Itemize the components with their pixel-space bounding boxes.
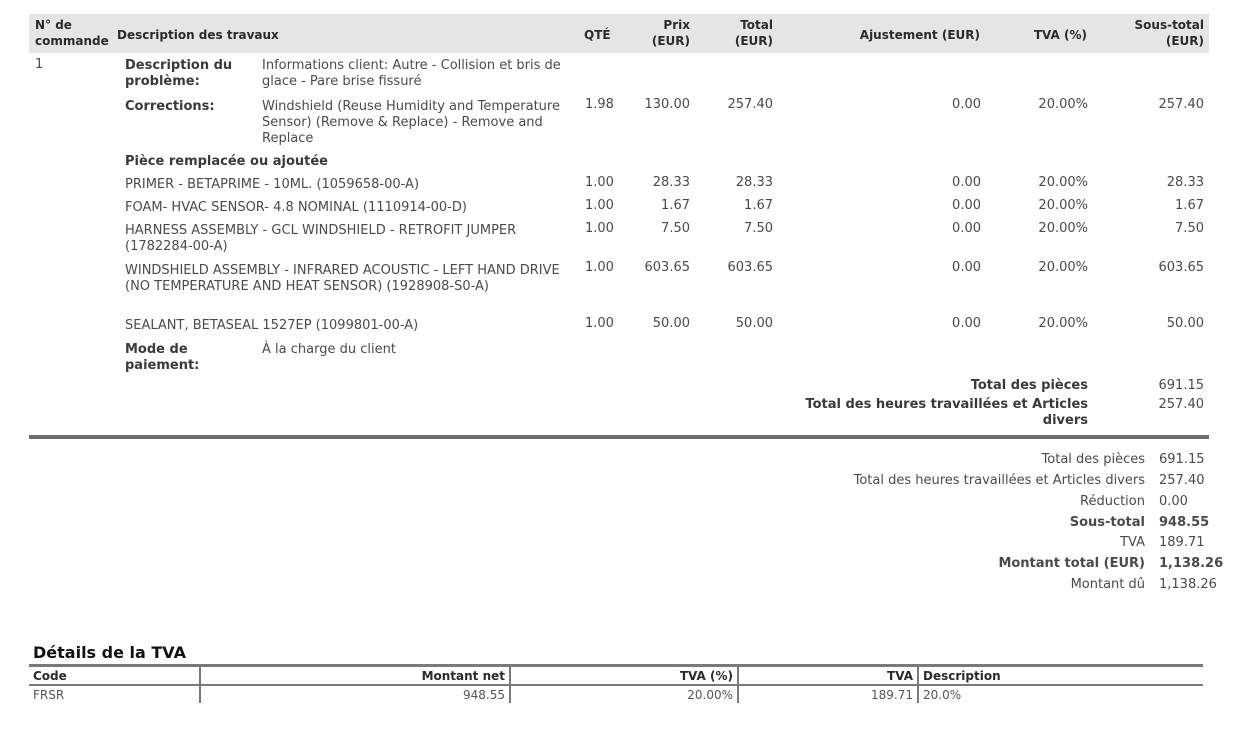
header-subtotal: Sous-total (EUR) (1134, 18, 1204, 48)
part-adjustment: 0.00 (952, 316, 981, 331)
summary-labor-label: Total des heures travaillées et Articles divers (853, 473, 1145, 488)
vat-header-net: Montant net (200, 666, 510, 686)
part-qty: 1.00 (585, 221, 614, 236)
vat-header-vat: TVA (738, 666, 918, 686)
part-description: PRIMER - BETAPRIME - 10ML. (1059658-00-A) (125, 177, 420, 192)
part-total: 50.00 (735, 316, 773, 331)
corrections-price: 130.00 (644, 97, 690, 112)
vat-amount: 189.71 (738, 685, 918, 703)
order-parts-total-value: 691.15 (1158, 378, 1204, 393)
summary-subtotal-value: 948.55 (1159, 515, 1210, 530)
summary-total-value: 1,138.26 (1159, 556, 1224, 571)
part-subtotal: 50.00 (1166, 316, 1204, 331)
header-vat-pct: TVA (%) (1033, 28, 1087, 42)
payment-label: Mode de paiement: (125, 342, 200, 373)
problem-text: Informations client: Autre - Collision et bris de glace - Pare brise fissuré (262, 58, 561, 89)
header-total: Total (EUR) (734, 18, 773, 48)
corrections-subtotal: 257.40 (1158, 97, 1204, 112)
summary-discount-label: Réduction (1080, 494, 1145, 509)
order-number: 1 (35, 57, 44, 72)
part-total: 28.33 (735, 175, 773, 190)
section-divider (29, 435, 1209, 439)
summary-labor-value: 257.40 (1159, 473, 1205, 488)
summary-discount-value: 0.00 (1159, 494, 1188, 509)
part-qty: 1.00 (585, 260, 614, 275)
part-adjustment: 0.00 (952, 175, 981, 190)
vat-pct: 20.00% (510, 685, 738, 703)
part-subtotal: 603.65 (1158, 260, 1204, 275)
vat-details-table (29, 664, 1203, 703)
part-qty: 1.00 (585, 198, 614, 213)
summary-vat-label: TVA (1120, 535, 1145, 550)
summary-due-label: Montant dû (1070, 577, 1145, 592)
part-vat: 20.00% (1038, 198, 1088, 213)
part-price: 7.50 (661, 221, 690, 236)
corrections-label: Corrections: (125, 99, 215, 114)
part-vat: 20.00% (1038, 221, 1088, 236)
part-description: WINDSHIELD ASSEMBLY - INFRARED ACOUSTIC - LEFT HAND DRIVE (NO TEMPERATURE AND HEAT SENSOR) (1928908-S0-A) (125, 263, 560, 294)
part-adjustment: 0.00 (952, 221, 981, 236)
vat-code: FRSR (33, 687, 65, 702)
part-price: 1.67 (661, 198, 690, 213)
order-labor-total-label: Total des heures travaillées et Articles divers (805, 397, 1088, 428)
summary-total-label: Montant total (EUR) (998, 556, 1145, 571)
vat-description: 20.0% (918, 685, 1203, 703)
part-description: SEALANT, BETASEAL 1527EP (1099801-00-A) (125, 318, 419, 333)
part-vat: 20.00% (1038, 260, 1088, 275)
summary-vat-value: 189.71 (1159, 535, 1205, 550)
header-order-no: N° de commande (35, 18, 109, 48)
summary-parts-value: 691.15 (1159, 452, 1205, 467)
order-parts-total-label: Total des pièces (970, 378, 1088, 393)
vat-header-description: Description (918, 666, 1203, 686)
part-description: FOAM- HVAC SENSOR- 4.8 NOMINAL (1110914-00-D) (125, 200, 467, 215)
vat-header-row (29, 666, 1203, 686)
part-subtotal: 28.33 (1166, 175, 1204, 190)
vat-net: 948.55 (200, 685, 510, 703)
header-adjustment: Ajustement (EUR) (859, 28, 980, 42)
summary-parts-label: Total des pièces (1041, 452, 1145, 467)
summary-subtotal-label: Sous-total (1069, 515, 1145, 530)
vat-header-pct: TVA (%) (510, 666, 738, 686)
header-qty: QTÉ (584, 28, 611, 42)
part-description: HARNESS ASSEMBLY - GCL WINDSHIELD - RETROFIT JUMPER (1782284-00-A) (125, 223, 517, 254)
part-qty: 1.00 (585, 175, 614, 190)
part-price: 28.33 (652, 175, 690, 190)
header-price: Prix (EUR) (651, 18, 690, 48)
parts-label: Pièce remplacée ou ajoutée (125, 154, 328, 169)
corrections-total: 257.40 (727, 97, 773, 112)
payment-text: À la charge du client (262, 342, 396, 357)
header-description: Description des travaux (117, 28, 279, 42)
part-total: 7.50 (744, 221, 773, 236)
part-total: 1.67 (744, 198, 773, 213)
part-adjustment: 0.00 (952, 198, 981, 213)
corrections-vat: 20.00% (1038, 97, 1088, 112)
corrections-text: Windshield (Reuse Humidity and Temperature Sensor) (Remove & Replace) - Remove and Replace (262, 99, 560, 146)
corrections-qty: 1.98 (585, 97, 614, 112)
part-qty: 1.00 (585, 316, 614, 331)
summary-due-value: 1,138.26 (1159, 577, 1217, 592)
part-subtotal: 7.50 (1175, 221, 1204, 236)
part-adjustment: 0.00 (952, 260, 981, 275)
part-subtotal: 1.67 (1175, 198, 1204, 213)
vat-details-title: Détails de la TVA (33, 643, 186, 662)
part-price: 603.65 (644, 260, 690, 275)
vat-header-code: Code (29, 666, 200, 686)
problem-label: Description du problème: (125, 58, 233, 89)
part-price: 50.00 (652, 316, 690, 331)
order-labor-total-value: 257.40 (1158, 397, 1204, 412)
part-total: 603.65 (727, 260, 773, 275)
corrections-adjustment: 0.00 (952, 97, 981, 112)
vat-row (29, 685, 1203, 703)
part-vat: 20.00% (1038, 175, 1088, 190)
part-vat: 20.00% (1038, 316, 1088, 331)
